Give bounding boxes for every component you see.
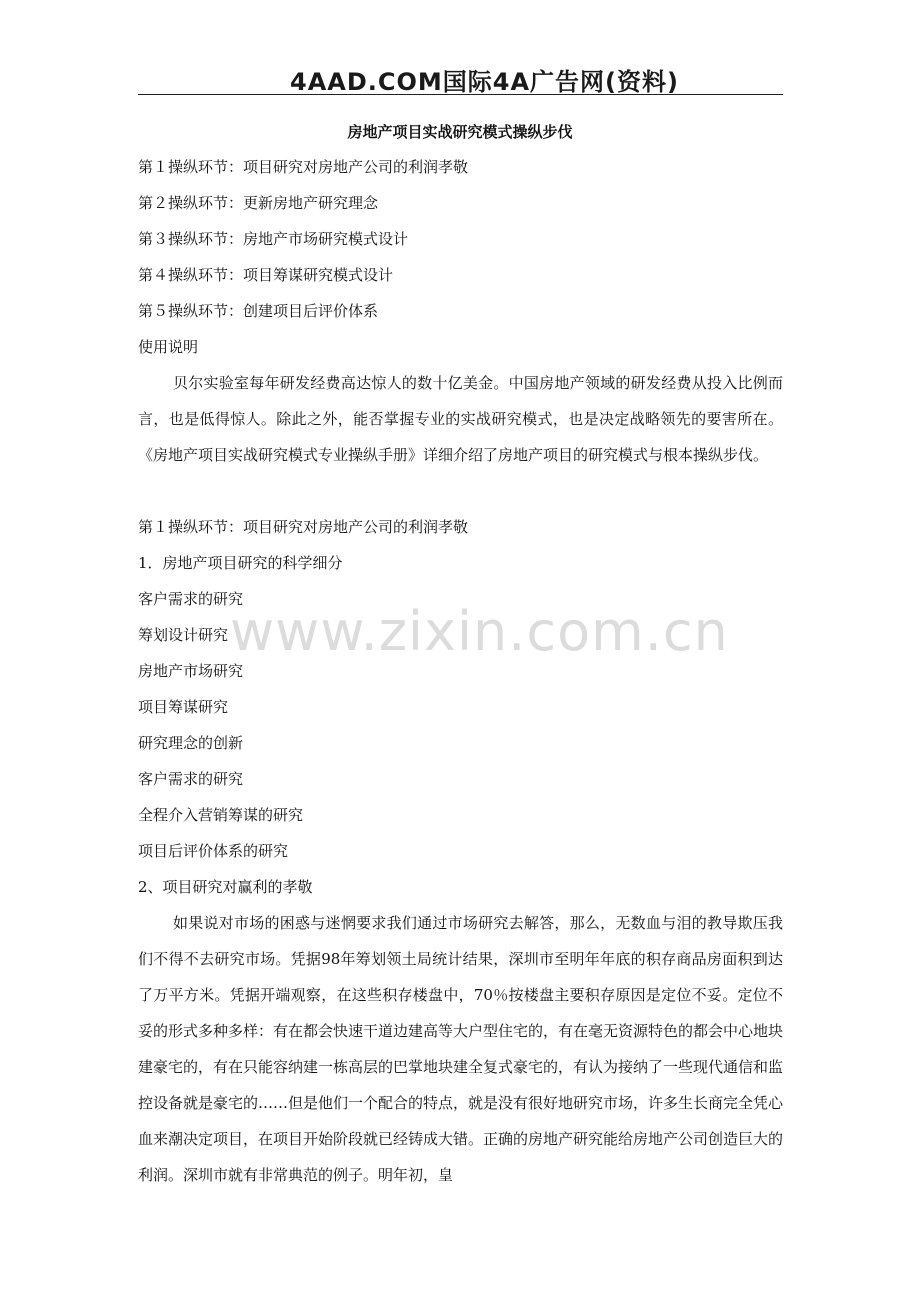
- list-item: 项目筹谋研究: [138, 698, 229, 716]
- toc-item: 第５操纵环节：创建项目后评价体系: [138, 302, 379, 320]
- list-item: 客户需求的研究: [138, 590, 244, 608]
- body-paragraph: 如果说对市场的困惑与迷惘要求我们通过市场研究去解答，那么，无数血与泪的教导欺压我们不得不去研究市场。凭据98年筹划领土局统计结果，深圳市至明年年底的积存商品房面积到达了万平方米。凭据开端观察，在这些积存楼盘中，70％按楼盘主要积存原因是定位不妥。定位不妥的形式多种多样：有在都会快速干道边建高等大户型住宅的，有在毫无资源特色的都会中心地块建豪宅的，有在只能容纳建一栋高层的巴掌地块建全复式豪宅的，有认为接纳了一些现代通信和监控设备就是豪宅的……但是他们一个配合的特点，就是没有很好地研究市场，许多生长商完全凭心血来潮决定项目，在项目开始阶段就已经铸成大错。正确的房地产研究能给房地产公司创造巨大的利润。深圳市就有非常典范的例子。明年初，皇: [138, 914, 784, 1184]
- header-divider: [138, 94, 783, 95]
- section-heading: 第１操纵环节：项目研究对房地产公司的利润孝敬: [138, 518, 469, 536]
- site-banner: 4AAD.COM国际4A广告网(资料): [290, 68, 679, 96]
- list-item: 全程介入营销筹谋的研究: [138, 806, 304, 824]
- intro-paragraph: 贝尔实验室每年研发经费高达惊人的数十亿美金。中国房地产领域的研发经费从投入比例而言，也是低得惊人。除此之外，能否掌握专业的实战研究模式，也是决定战略领先的要害所在。《房地产项目实战研究模式专业操纵手册》详细介绍了房地产项目的研究模式与根本操纵步伐。: [138, 374, 783, 464]
- list-item: 筹划设计研究: [138, 626, 229, 644]
- subsection-heading: 1．房地产项目研究的科学细分: [138, 554, 343, 572]
- document-title: 房地产项目实战研究模式操纵步伐: [347, 123, 573, 141]
- toc-item: 第４操纵环节：项目筹谋研究模式设计: [138, 266, 394, 284]
- list-item: 研究理念的创新: [138, 734, 244, 752]
- list-item: 项目后评价体系的研究: [138, 842, 289, 860]
- toc-item: 第１操纵环节：项目研究对房地产公司的利润孝敬: [138, 158, 469, 176]
- watermark: www.zixin.com.cn: [230, 600, 729, 663]
- usage-heading: 使用说明: [138, 338, 199, 356]
- toc-item: 第２操纵环节：更新房地产研究理念: [138, 194, 379, 212]
- list-item: 房地产市场研究: [138, 662, 244, 680]
- list-item: 客户需求的研究: [138, 770, 244, 788]
- toc-item: 第３操纵环节：房地产市场研究模式设计: [138, 230, 409, 248]
- subsection-heading: 2、项目研究对赢利的孝敬: [138, 878, 313, 896]
